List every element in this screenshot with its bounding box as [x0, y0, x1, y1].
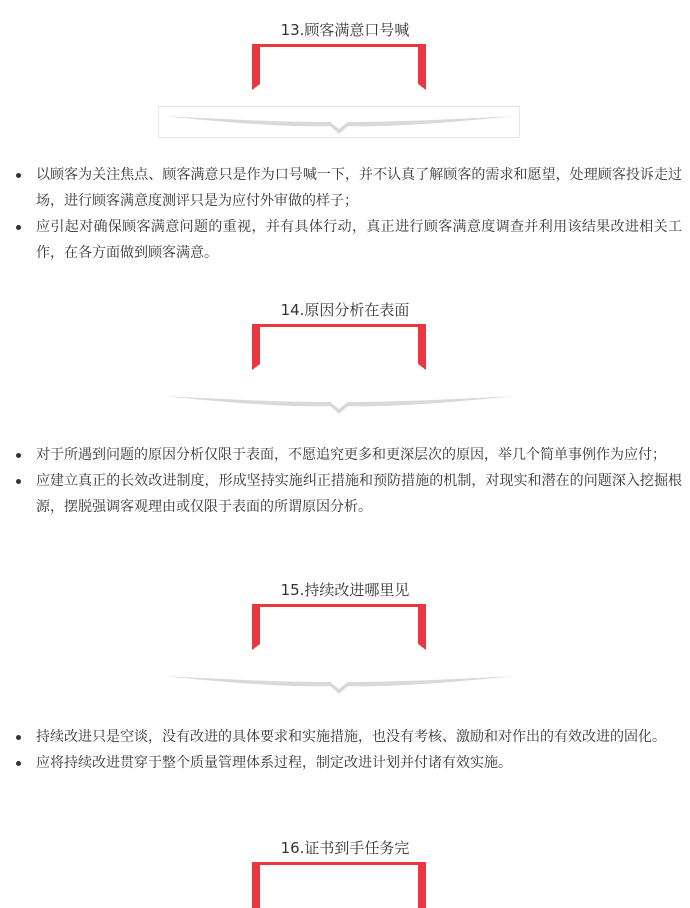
list-item: 持续改进只是空谈，没有改进的具体要求和实施措施，也没有考核、激励和对作出的有效改进的固化。 — [0, 724, 690, 750]
section-heading — [0, 18, 690, 78]
bullet-dot-icon — [16, 761, 21, 766]
red-bracket-decoration — [252, 324, 426, 370]
wave-divider — [158, 106, 520, 138]
section-16 — [0, 836, 690, 896]
section-title: 15.持续改进哪里见 — [280, 581, 410, 599]
section-13 — [0, 18, 690, 78]
section-15 — [0, 578, 690, 638]
bullet-dot-icon — [16, 173, 21, 178]
section-13-list — [0, 162, 690, 266]
list-item: 以顾客为关注焦点、顾客满意只是作为口号喊一下，并不认真了解顾客的需求和愿望，处理顾客投诉走过场，进行顾客满意度测评只是为应付外审做的样子； — [0, 162, 690, 214]
section-14-list — [0, 442, 690, 520]
list-item: 应将持续改进贯穿于整个质量管理体系过程，制定改进计划并付诸有效实施。 — [0, 750, 690, 776]
red-bracket-decoration — [252, 44, 426, 90]
list-item: 对于所遇到问题的原因分析仅限于表面，不愿追究更多和更深层次的原因，举几个简单事例作为应付； — [0, 442, 690, 468]
section-title: 16.证书到手任务完 — [280, 839, 410, 857]
section-14 — [0, 298, 690, 358]
section-title: 13.顾客满意口号喊 — [280, 21, 410, 39]
bullet-dot-icon — [16, 225, 21, 230]
bullet-dot-icon — [16, 479, 21, 484]
wave-divider — [158, 386, 520, 418]
section-15-list — [0, 724, 690, 776]
section-heading — [0, 836, 690, 896]
bullet-dot-icon — [16, 735, 21, 740]
section-heading — [0, 578, 690, 638]
section-title: 14.原因分析在表面 — [280, 301, 410, 319]
list-item: 应建立真正的长效改进制度，形成坚持实施纠正措施和预防措施的机制，对现实和潜在的问题深入挖掘根源，摆脱强调客观理由或仅限于表面的所谓原因分析。 — [0, 468, 690, 520]
list-item: 应引起对确保顾客满意问题的重视，并有具体行动，真正进行顾客满意度调查并利用该结果改进相关工作，在各方面做到顾客满意。 — [0, 214, 690, 266]
section-heading — [0, 298, 690, 358]
red-bracket-decoration — [252, 862, 426, 908]
red-bracket-decoration — [252, 604, 426, 650]
bullet-dot-icon — [16, 453, 21, 458]
wave-divider — [158, 666, 520, 698]
